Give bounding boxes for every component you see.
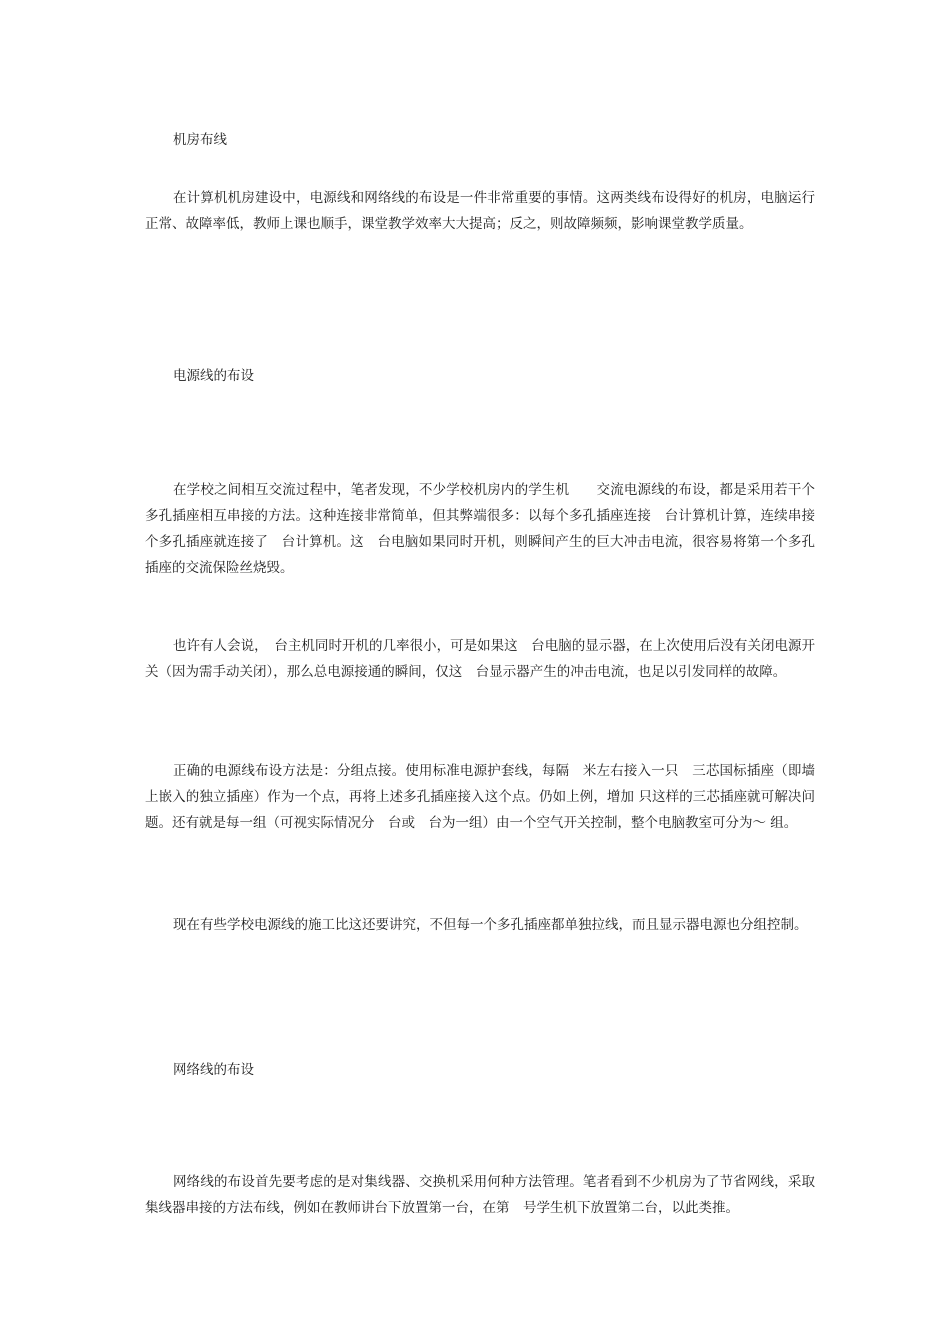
paragraph-power-3: 正确的电源线布设方法是：分组点接。使用标准电源护套线，每隔 米左右接入一只 三芯国标插座（即墙上嵌入的独立插座）作为一个点，再将上述多孔插座接入这个点。仍如上例，增加 只这样的三芯插座就可解决问题。还有就是每一组（可视实际情况分 台或 台为一组）由一个空气开关控制，整个电脑教室可分为～ 组。 — [145, 763, 815, 831]
section-heading-computer-room-wiring: 机房布线 — [173, 132, 227, 148]
section-heading-network-wiring: 网络线的布设 — [173, 1062, 254, 1078]
paragraph-power-4: 现在有些学校电源线的施工比这还要讲究，不但每一个多孔插座都单独拉线，而且显示器电源也分组控制。 — [173, 917, 808, 933]
paragraph-intro: 在计算机机房建设中，电源线和网络线的布设是一件非常重要的事情。这两类线布设得好的机房，电脑运行正常、故障率低，教师上课也顺手，课堂教学效率大大提高；反之，则故障频频，影响课堂教学质量。 — [145, 190, 815, 232]
section-heading-power-wiring: 电源线的布设 — [173, 368, 254, 384]
paragraph-power-2: 也许有人会说， 台主机同时开机的几率很小，可是如果这 台电脑的显示器，在上次使用后没有关闭电源开关（因为需手动关闭），那么总电源接通的瞬间，仅这 台显示器产生的冲击电流，也足以引发同样的故障。 — [145, 638, 815, 680]
paragraph-network-1: 网络线的布设首先要考虑的是对集线器、交换机采用何种方法管理。笔者看到不少机房为了节省网线，采取集线器串接的方法布线，例如在教师讲台下放置第一台，在第 号学生机下放置第二台，以此类推。 — [145, 1174, 815, 1216]
paragraph-power-1: 在学校之间相互交流过程中，笔者发现，不少学校机房内的学生机 交流电源线的布设，都是采用若干个多孔插座相互串接的方法。这种连接非常简单，但其弊端很多：以每个多孔插座连接 台计算机计算，连续串接 个多孔插座就连接了 台计算机。这 台电脑如果同时开机，则瞬间产生的巨大冲击电流，很容易将第一个多孔插座的交流保险丝烧毁。 — [145, 482, 829, 576]
